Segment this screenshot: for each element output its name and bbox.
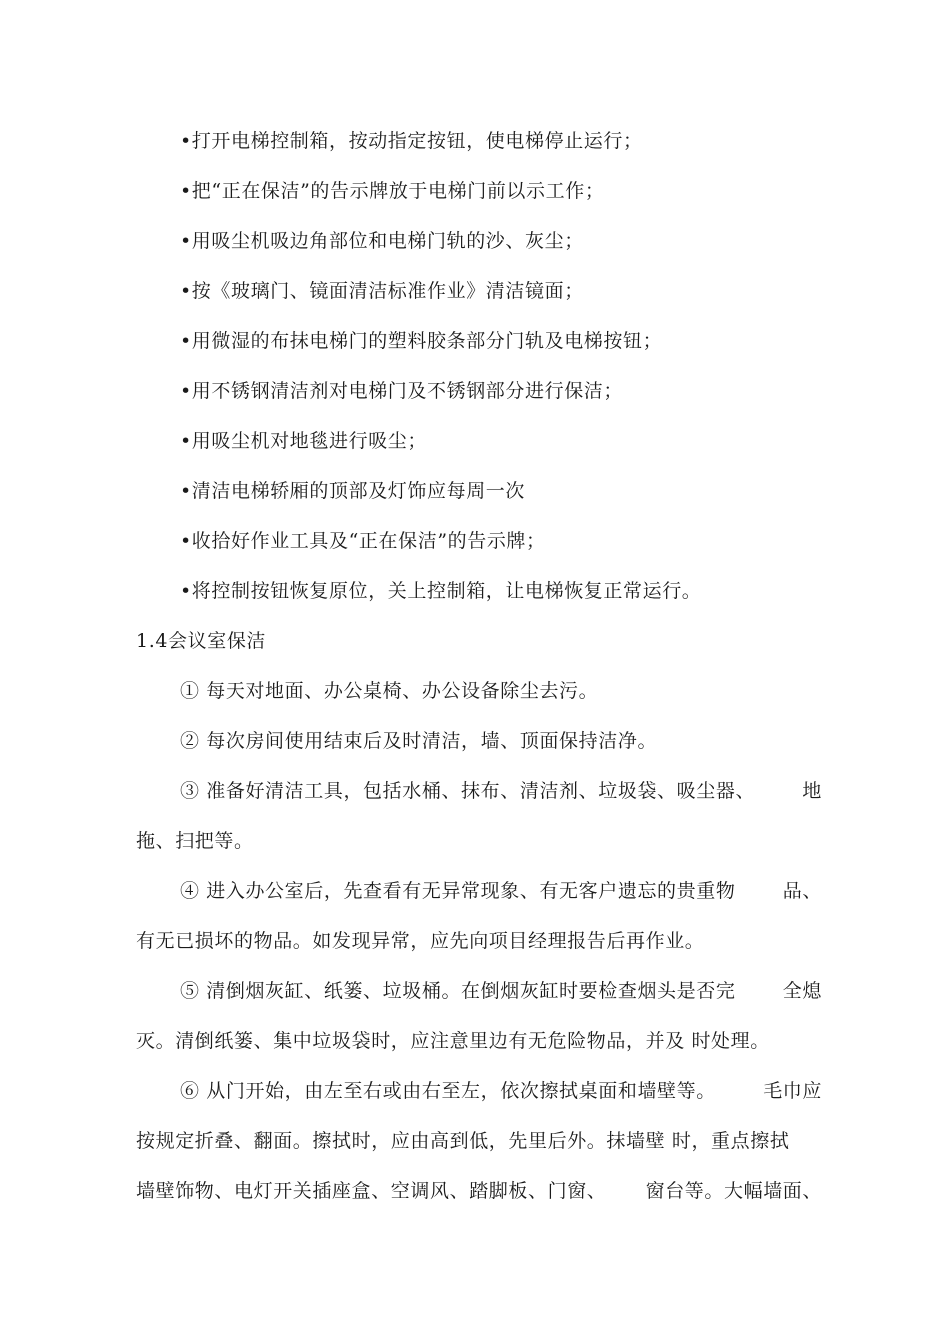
- paragraph-item-4-line-1: [180, 878, 822, 904]
- paragraph-item-2: ② 每次房间使用结束后及时清洁，墙、顶面保持洁净。: [180, 730, 658, 752]
- bullet-item: •按《玻璃门、镜面清洁标准作业》清洁镜面；: [180, 280, 584, 302]
- bullet-item: •用不锈钢清洁剂对电梯门及不锈钢部分进行保洁；: [180, 380, 624, 402]
- section-heading: 1.4会议室保洁: [136, 630, 267, 652]
- paragraph-item-6-line-1: [180, 1078, 822, 1104]
- bullet-item: •将控制按钮恢复原位，关上控制箱，让电梯恢复正常运行。: [180, 580, 702, 602]
- text-segment: 毛巾应: [763, 1080, 822, 1102]
- paragraph-item-3-line-2: 拖、扫把等。: [136, 830, 254, 852]
- text-segment: ④ 进入办公室后，先查看有无异常现象、有无客户遗忘的贵重物: [180, 880, 736, 902]
- bullet-item: •打开电梯控制箱，按动指定按钮，使电梯停止运行；: [180, 130, 643, 152]
- text-segment: 品、: [782, 880, 822, 902]
- bullet-item: •收拾好作业工具及“正在保洁”的告示牌；: [180, 530, 546, 552]
- paragraph-item-6-line-3: [136, 1178, 822, 1204]
- paragraph-item-1: ① 每天对地面、办公桌椅、办公设备除尘去污。: [180, 680, 599, 702]
- text-segment: ③ 准备好清洁工具，包括水桶、抹布、清洁剂、垃圾袋、吸尘器、: [180, 780, 756, 802]
- paragraph-item-6-line-2: 按规定折叠、翻面。擦拭时，应由高到低，先里后外。抹墙壁 时，重点擦拭: [136, 1130, 790, 1152]
- text-segment: 全熄: [782, 980, 822, 1002]
- text-segment: 墙壁饰物、电灯开关插座盒、空调风、踏脚板、门窗、: [136, 1180, 607, 1202]
- paragraph-item-5-line-2: 灭。清倒纸篓、集中垃圾袋时，应注意里边有无危险物品，并及 时处理。: [136, 1030, 770, 1052]
- paragraph-item-4-line-2: 有无已损坏的物品。如发现异常，应先向项目经理报告后再作业。: [136, 930, 705, 952]
- text-segment: ⑤ 清倒烟灰缸、纸篓、垃圾桶。在倒烟灰缸时要检查烟头是否完: [180, 980, 736, 1002]
- text-segment: 窗台等。大幅墙面、: [645, 1180, 822, 1202]
- bullet-item: •用吸尘机对地毯进行吸尘；: [180, 430, 428, 452]
- bullet-item: •清洁电梯轿厢的顶部及灯饰应每周一次: [180, 480, 526, 502]
- bullet-item: •用吸尘机吸边角部位和电梯门轨的沙、灰尘；: [180, 230, 584, 252]
- text-segment: ⑥ 从门开始，由左至右或由右至左，依次擦拭桌面和墙壁等。: [180, 1080, 716, 1102]
- paragraph-item-5-line-1: [180, 978, 822, 1004]
- bullet-item: •把“正在保洁”的告示牌放于电梯门前以示工作；: [180, 180, 605, 202]
- text-segment: 地: [802, 780, 822, 802]
- paragraph-item-3-line-1: [180, 778, 822, 804]
- bullet-item: •用微湿的布抹电梯门的塑料胶条部分门轨及电梯按钮；: [180, 330, 663, 352]
